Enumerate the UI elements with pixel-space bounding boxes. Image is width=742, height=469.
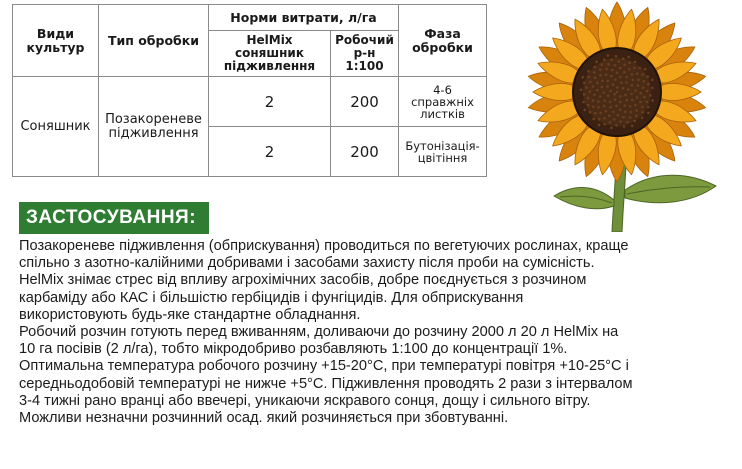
sunflower-illustration-icon: [484, 0, 742, 232]
text-line: 10 га посівів (2 л/га), тобто мікродобриво розбавляють 1:100 до концентрації 1%.: [19, 341, 568, 358]
text-line: 3-4 тижні рано вранці або ввечері, уникаючи яскравого сонця, дощу і сильного вітру.: [19, 392, 591, 409]
text-line: Робочий розчин готують перед вживанням, доливаючи до розчину 2000 л 20 л HelMix на: [19, 324, 619, 341]
text-line: Позакореневе підживлення (обприскування) проводиться по вегетуючих рослинах, краще: [19, 238, 629, 254]
text-line: HelMix знімає стрес від впливу агрохімічних засобів, добре поєднується з розчином: [19, 272, 587, 289]
cell-crop: Соняшник: [13, 77, 99, 177]
cell-product-rate: 2: [209, 127, 331, 177]
cell-product-rate: 2: [209, 77, 331, 127]
text-line: використовують будь-яке стандартне обладнання.: [19, 306, 361, 323]
header-rates: Норми витрати, л/га: [209, 5, 399, 31]
application-text: [19, 238, 735, 427]
header-crop: Види культур: [13, 5, 99, 77]
cell-solution-rate: 200: [331, 77, 399, 127]
header-phase: Фаза обробки: [399, 5, 487, 77]
application-rates-table: [12, 4, 487, 177]
text-line: спільно з азотно-калійними добривами і засобами захисту після проби на сумісність.: [19, 255, 595, 272]
section-title: ЗАСТОСУВАННЯ:: [26, 207, 197, 228]
header-product: HelMix соняшник підживлення: [209, 31, 331, 77]
header-solution: Робочий р-н 1:100: [331, 31, 399, 77]
cell-solution-rate: 200: [331, 127, 399, 177]
text-line: карбаміду або КАС і більшістю гербіцидів і фунгіцидів. Для обприскування: [19, 289, 524, 306]
section-header-application: [19, 202, 209, 234]
text-line: Оптимальна температура робочого розчину +15-20°С, при температурі повітря +10-25°С і: [19, 358, 629, 375]
cell-phase: Бутонізація-цвітіння: [399, 127, 487, 177]
text-line: середньодобовій температурі не нижче +5°С. Підживлення проводять 2 рази з інтервалом: [19, 375, 633, 392]
cell-phase: 4-6 справжніх листків: [399, 77, 487, 127]
text-line: Можливи незначни розчинний осад. який розчиняється при збовтуванні.: [19, 410, 509, 427]
leaf-right-icon: [625, 175, 716, 202]
header-treatment: Тип обробки: [99, 5, 209, 77]
leaf-left-icon: [554, 188, 614, 209]
cell-treatment: Позакореневе підживлення: [99, 77, 209, 177]
